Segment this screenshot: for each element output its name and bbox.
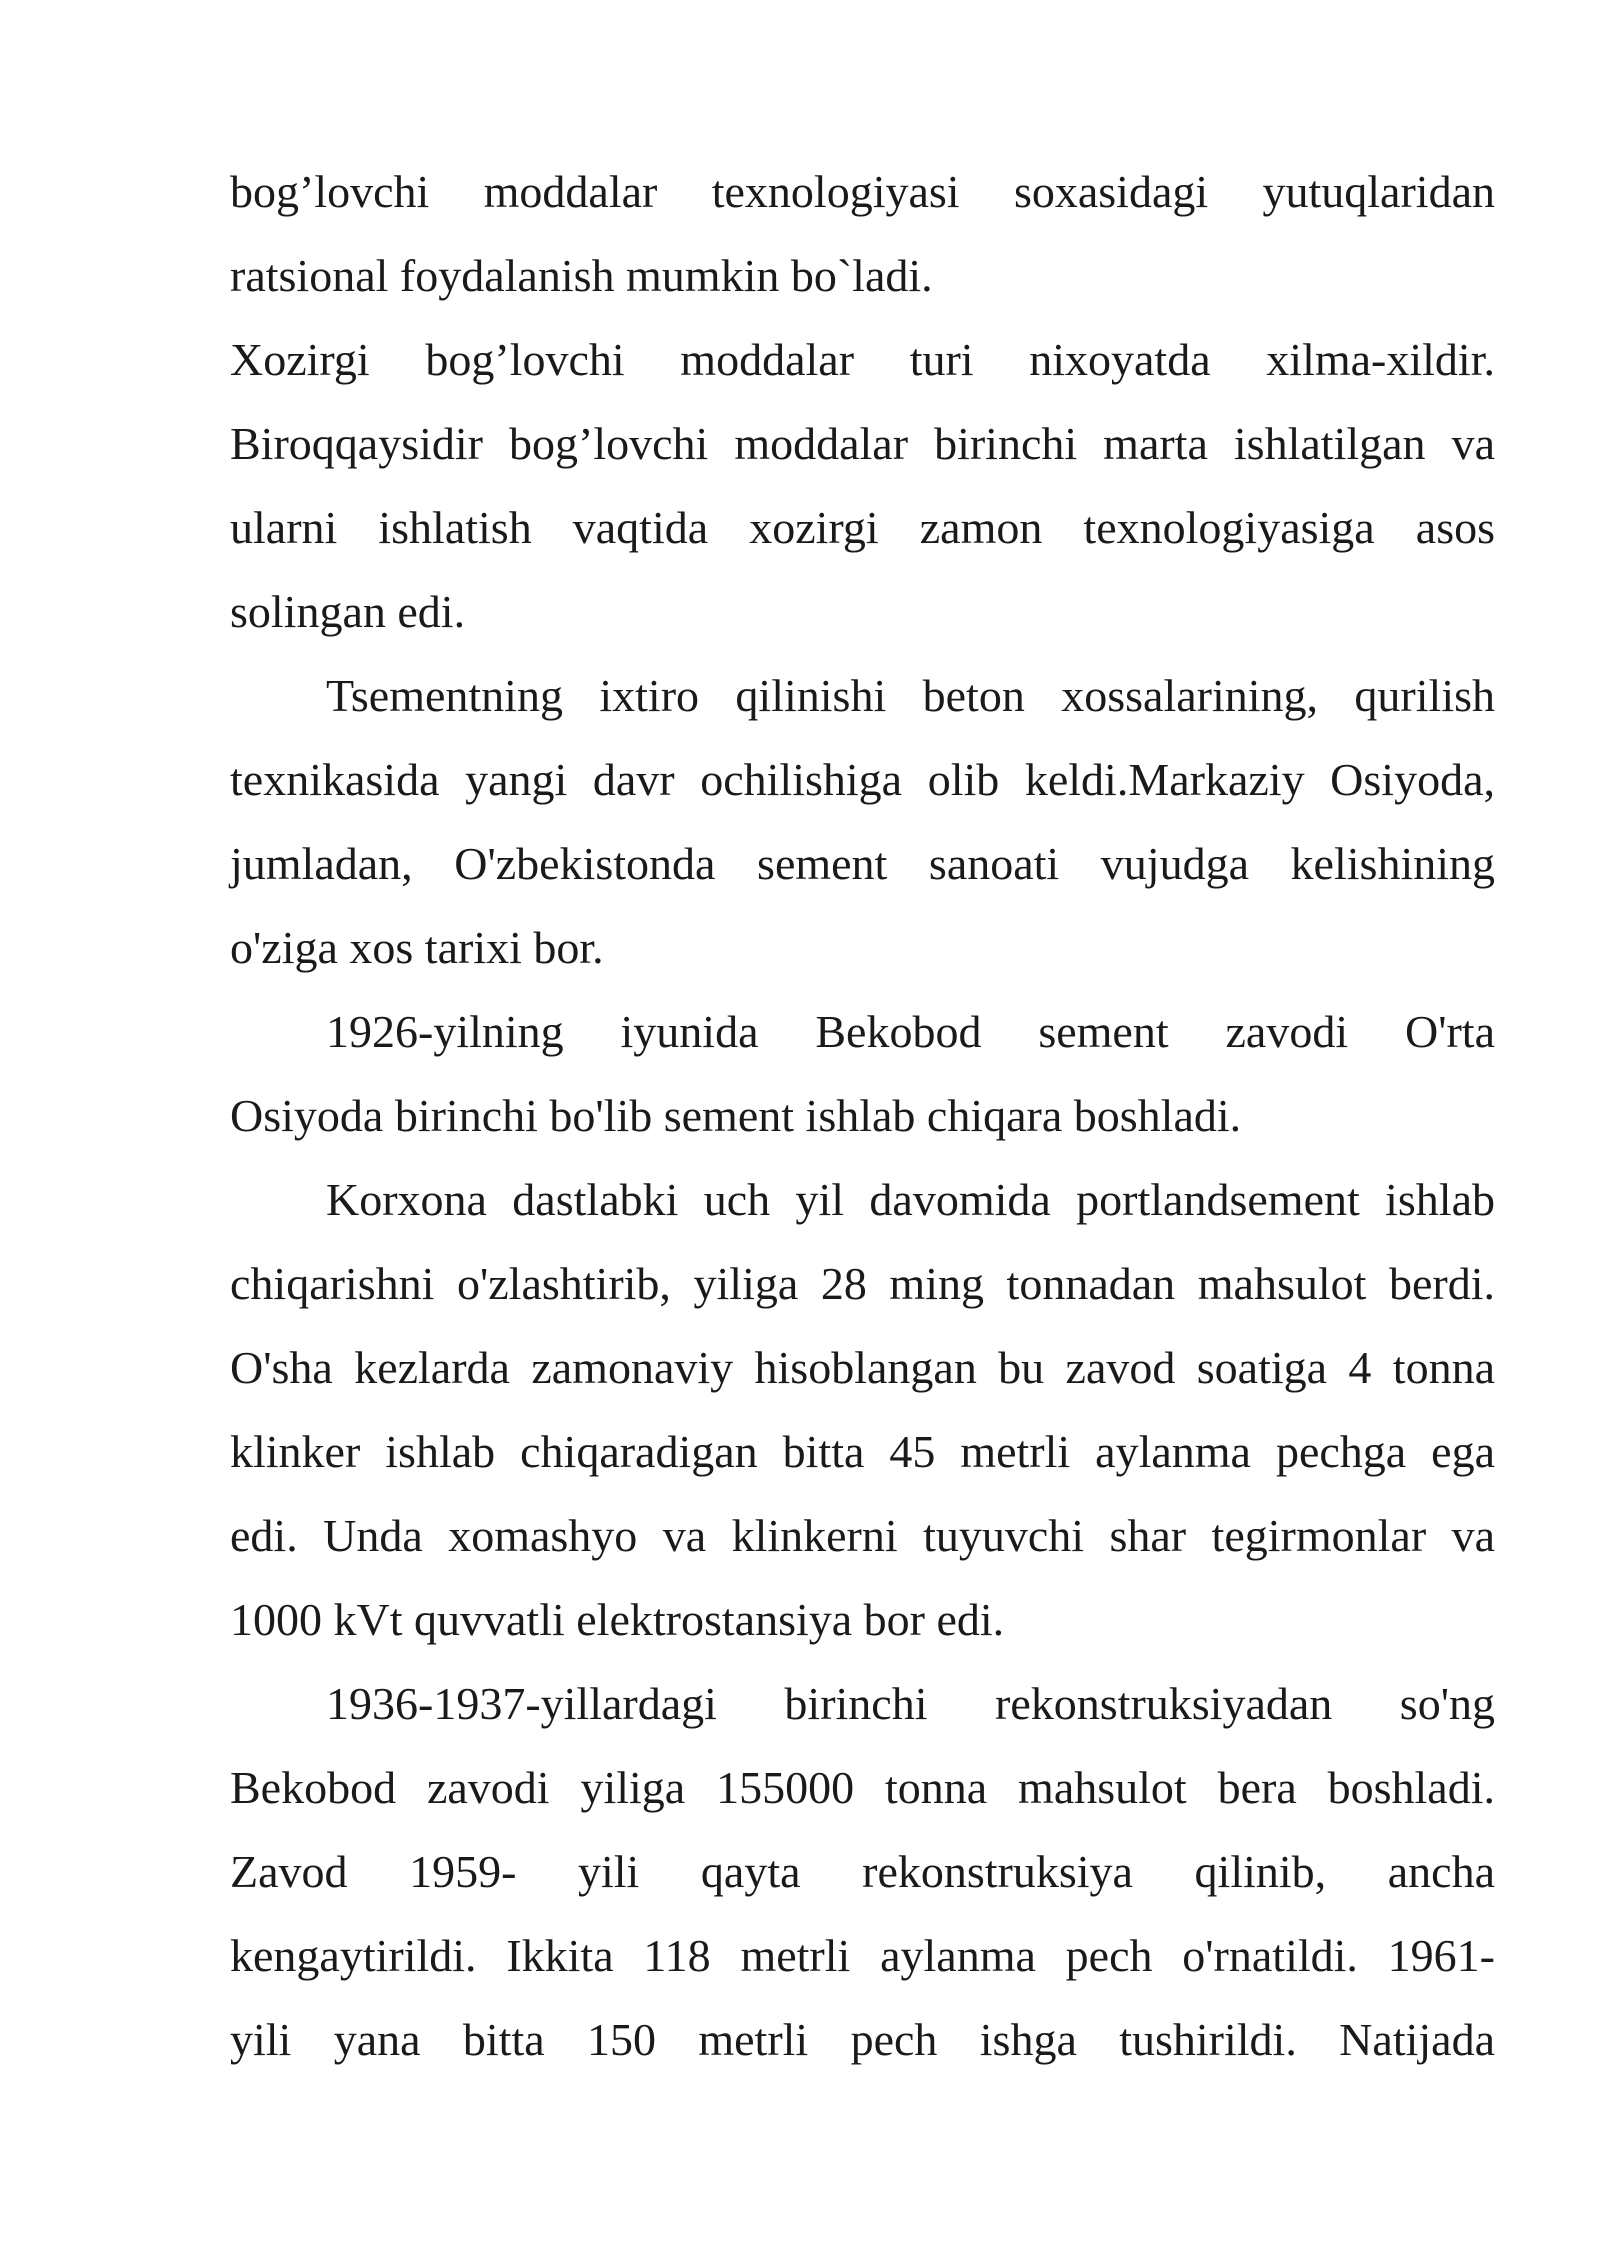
- text-line: texnikasida yangi davr ochilishiga olib keldi.Markaziy Osiyoda,: [230, 754, 1495, 805]
- text-line: Zavod 1959- yili qayta rekonstruksiya qilinib, ancha: [230, 1846, 1495, 1897]
- text-line: solingan edi.: [230, 586, 466, 637]
- text-line: kengaytirildi. Ikkita 118 metrli aylanma pech o'rnatildi. 1961-: [230, 1930, 1495, 1981]
- text-line: jumladan, O'zbekistonda sement sanoati vujudga kelishining: [230, 838, 1495, 889]
- text-line: 1926-yilning iyunida Bekobod sement zavodi O'rta: [326, 1006, 1495, 1057]
- text-line: o'ziga xos tarixi bor.: [230, 922, 604, 973]
- text-line: yili yana bitta 150 metrli pech ishga tushirildi. Natijada: [230, 2014, 1495, 2065]
- text-line: Biroqqaysidir bog’lovchi moddalar birinchi marta ishlatilgan va: [230, 418, 1495, 469]
- paragraph-6: [230, 1662, 1495, 2082]
- text-line: chiqarishni o'zlashtirib, yiliga 28 ming tonnadan mahsulot berdi.: [230, 1258, 1495, 1309]
- paragraph-4: [230, 990, 1495, 1158]
- paragraph-5: [230, 1158, 1495, 1662]
- text-line: Tsementning ixtiro qilinishi beton xossalarining, qurilish: [326, 670, 1495, 721]
- text-line: ularni ishlatish vaqtida xozirgi zamon texnologiyasiga asos: [230, 502, 1495, 553]
- text-line: Korxona dastlabki uch yil davomida portlandsement ishlab: [326, 1174, 1495, 1225]
- paragraph-2: [230, 318, 1495, 654]
- text-line: O'sha kezlarda zamonaviy hisoblangan bu zavod soatiga 4 tonna: [230, 1342, 1495, 1393]
- text-line: Bekobod zavodi yiliga 155000 tonna mahsulot bera boshladi.: [230, 1762, 1495, 1813]
- document-page: [230, 150, 1495, 2082]
- text-line: klinker ishlab chiqaradigan bitta 45 metrli aylanma pechga ega: [230, 1426, 1495, 1477]
- paragraph-3: [230, 654, 1495, 990]
- text-line: 1936-1937-yillardagi birinchi rekonstruksiyadan so'ng: [326, 1678, 1495, 1729]
- text-line: 1000 kVt quvvatli elektrostansiya bor edi.: [230, 1594, 1005, 1645]
- text-line: Osiyoda birinchi bo'lib sement ishlab chiqara boshladi.: [230, 1090, 1242, 1141]
- text-line: ratsional foydalanish mumkin bo`ladi.: [230, 250, 933, 301]
- paragraph-1: [230, 150, 1495, 318]
- text-line: Xozirgi bog’lovchi moddalar turi nixoyatda xilma-xildir.: [230, 334, 1495, 385]
- text-line: bog’lovchi moddalar texnologiyasi soxasidagi yutuqlaridan: [230, 166, 1495, 217]
- text-line: edi. Unda xomashyo va klinkerni tuyuvchi shar tegirmonlar va: [230, 1510, 1495, 1561]
